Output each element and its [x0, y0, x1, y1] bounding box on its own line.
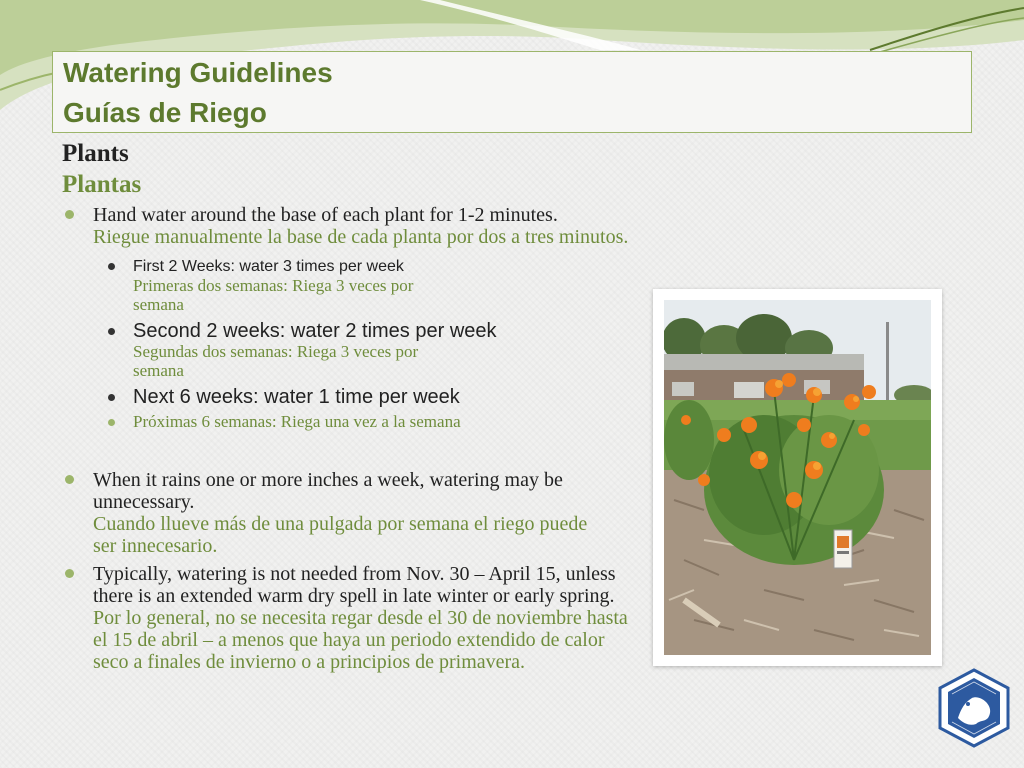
sub-bullet-dot-icon — [108, 419, 115, 426]
bullet-hand-water — [62, 204, 662, 248]
sub-bullet-next-weeks-spanish — [62, 412, 653, 431]
section-heading-english: Plants — [62, 140, 129, 167]
sub-bullet-dot-icon — [108, 328, 115, 335]
bullet-dot-icon — [65, 569, 74, 578]
bullet-text-spanish: Cuando llueve más de una pulgada por semana el riego puede ser innecesario. — [93, 513, 588, 557]
sub-bullet-first-weeks — [62, 257, 523, 314]
bullet-dot-icon — [65, 475, 74, 484]
sub-bullet-text-spanish: Próximas 6 semanas: Riega una vez a la semana — [133, 412, 461, 431]
bullet-text-spanish: Riegue manualmente la base de cada planta por dos a tres minutos. — [93, 226, 629, 248]
sub-bullet-dot-icon — [108, 263, 115, 270]
bullet-text-english: When it rains one or more inches a week, watering may be unnecessary. — [93, 469, 563, 513]
butterfly-weed-plant-photo — [664, 300, 931, 655]
sub-bullet-second-weeks — [62, 320, 653, 380]
slide-title-spanish: Guías de Riego — [63, 97, 267, 128]
organization-seal-logo — [936, 668, 1012, 748]
slide-title-english: Watering Guidelines — [63, 57, 333, 88]
sub-bullet-text-english: First 2 Weeks: water 3 times per week — [133, 258, 404, 275]
sub-bullet-text-spanish: Primeras dos semanas: Riega 3 veces por semana — [133, 276, 414, 314]
sub-bullet-dot-icon — [108, 394, 115, 401]
sub-bullet-text-english: Second 2 weeks: water 2 times per week — [133, 320, 497, 342]
bullet-rain — [62, 469, 613, 557]
sub-bullet-text-english: Next 6 weeks: water 1 time per week — [133, 386, 460, 408]
bullet-text-english: Hand water around the base of each plant for 1-2 minutes. — [93, 204, 558, 226]
bullet-typical-season — [62, 563, 638, 673]
bullet-text-spanish: Por lo general, no se necesita regar desde el 30 de noviembre hasta el 15 de abril – a menos que haya un periodo extendido de calor seco a finales de invierno o a principios de primavera. — [93, 607, 628, 673]
photo-frame — [653, 289, 942, 666]
section-heading-spanish: Plantas — [62, 171, 142, 198]
sub-bullet-next-weeks — [62, 386, 653, 408]
bullet-text-english: Typically, watering is not needed from Nov. 30 – April 15, unless there is an extended warm dry spell in late winter or early spring. — [93, 563, 616, 607]
slide-content — [62, 138, 662, 673]
title-box — [52, 51, 972, 133]
sub-bullet-text-spanish: Segundas dos semanas: Riega 3 veces por semana — [133, 342, 419, 380]
bullet-dot-icon — [65, 210, 74, 219]
